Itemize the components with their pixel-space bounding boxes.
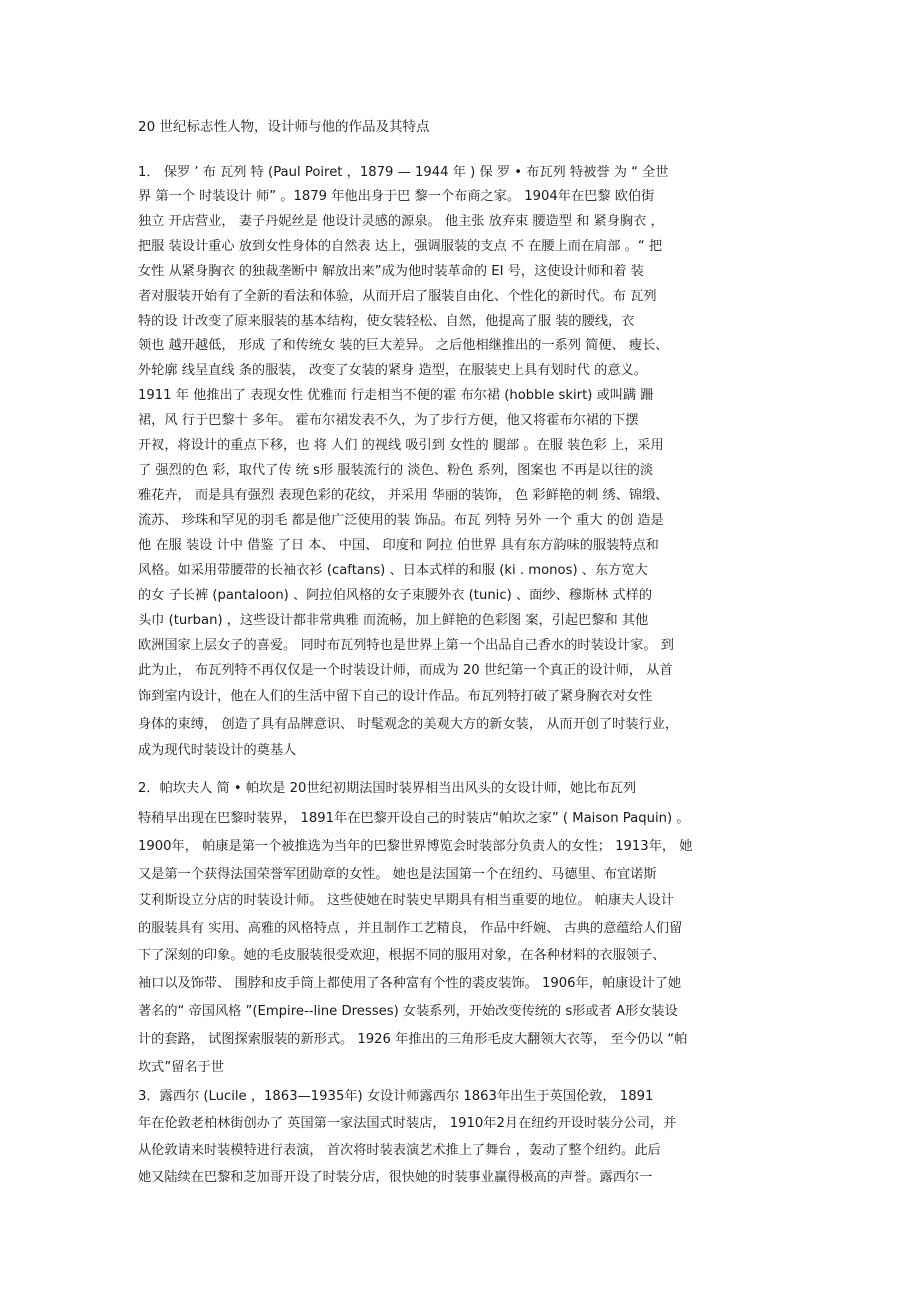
text-line: 独立 开店营业， 妻子丹妮丝是 他设计灵感的源泉。 他主张 放弃束 腰造型 和 紧身胸衣 ， [138,214,664,229]
text-line: 裙，风 行于巴黎十 多年。 霍布尔裙发表不久，为了步行方便，他又将霍布尔裙的下摆 [138,413,639,428]
text-line: 的女 子长裤 (pantaloon) 、阿拉伯风格的女子束腰外衣 (tunic) 、面纱、穆斯林 式样的 [138,588,653,603]
text-line: 此为止， 布瓦列特不再仅仅是一个时装设计师，而成为 20 世纪第一个真正的设计师， 从首 [138,663,673,678]
text-line: 成为现代时装设计的奠基人 [138,743,297,758]
text-line: 从伦敦请来时装模特进行表演， 首次将时装表演艺术推上了舞台 ，轰动了整个纽约。此后 [138,1143,661,1158]
text-line: 2．帕坎夫人 简 • 帕坎是 20世纪初期法国时装界相当出风头的女设计师，她比布瓦列 [138,781,637,796]
text-line: 特的设 计改变了原来服装的基本结构，使女装轻松、自然，他提高了服 装的腰线，衣 [138,314,635,329]
text-line: 1． 保罗 ’ 布 瓦列 特 (Paul Poiret ，1879 — 1944 年 ) 保 罗 • 布瓦列 特被誉 为 “ 全世 [138,165,669,180]
text-line: 风格。如采用带腰带的长袖衣衫 (caftans) 、日本式样的和服 (ki . monos) 、东方宽大 [138,563,648,578]
text-line: 袖口以及饰带、 围脖和皮手筒上都使用了各种富有个性的裘皮装饰。 1906年，帕康设计了她 [138,976,682,991]
document-title: 20 世纪标志性人物，设计师与他的作品及其特点 [138,119,430,135]
text-line: 坎式”留名于世 [138,1060,224,1075]
text-line: 领也 越开越低， 形成 了和传统女 装的巨大差异。 之后他相继推出的一系列 简便、 瘦长、 [138,338,669,353]
text-line: 年在伦敦老柏林街创办了 英国第一家法国式时装店， 1910年2月在纽约开设时装分公司，并 [138,1116,677,1131]
text-line: 1911 年 他推出了 表现女性 优雅而 行走相当不便的霍 布尔裙 (hobble skirt) 或叫蹒 跚 [138,388,654,403]
text-line: 他 在服 装设 计中 借鉴 了日 本、 中国、 印度和 阿拉 伯世界 具有东方韵味的服装特点和 [138,538,659,553]
text-line: 计的套路， 试图探索服装的新形式。 1926 年推出的三角形毛皮大翻领大衣等， 至今仍以 “帕 [138,1032,688,1047]
text-line: 外轮廓 线呈直线 条的服装， 改变了女装的紧身 造型，在服装史上具有划时代 的意义。 [138,363,647,378]
text-line: 流苏、 珍珠和罕见的羽毛 都是他广泛使用的装 饰品。布瓦 列特 另外 一个 重大 的创 造是 [138,513,664,528]
text-line: 特稍早出现在巴黎时装界， 1891年在巴黎开设自己的时装店“帕坎之家” ( Maison Paquin) 。 [138,811,690,826]
text-line: 她又陆续在巴黎和芝加哥开设了时装分店，很快她的时装事业赢得极高的声誉。露西尔一 [138,1170,653,1185]
text-line: 艾利斯设立分店的时装设计师。 这些使她在时装史早期具有相当重要的地位。 帕康夫人设计 [138,893,674,908]
text-line: 头巾 (turban) ，这些设计都非常典雅 而流畅，加上鲜艳的色彩图 案，引起巴黎和 其他 [138,613,649,628]
text-line: 著名的“ 帝国风格 ”(Empire--line Dresses) 女装系列，开始改变传统的 s形或者 A形女装设 [138,1004,678,1019]
text-line: 界 第一个 时装设计 师” 。1879 年他出身于巴 黎一个布商之家。 1904年在巴黎 欧伯街 [138,189,655,204]
text-line: 开衩，将设计的重点下移，也 将 人们 的视线 吸引到 女性的 腿部 。在服 装色彩 上，采用 [138,438,664,453]
text-line: 饰到室内设计，他在人们的生活中留下自己的设计作品。布瓦列特打破了紧身胸衣对女性 [138,689,653,704]
text-line: 的服装具有 实用、高雅的风格特点 ，并且制作工艺精良， 作品中纤婉、 古典的意蕴给人们留 [138,921,683,936]
text-line: 欧洲国家上层女子的喜爱。 同时布瓦列特也是世界上第一个出品自己香水的时装设计家。 到 [138,638,674,653]
text-line: 3．露西尔 (Lucile ，1863—1935年) 女设计师露西尔 1863年出生于英国伦敦， 1891 [138,1089,654,1104]
text-line: 1900年， 帕康是第一个被推选为当年的巴黎世界博览会时装部分负责人的女性； 1913年， 她 [138,839,693,854]
text-line: 雅花卉， 而是具有强烈 表现色彩的花纹， 并采用 华丽的装饰， 色 彩鲜艳的刺 绣、锦缎、 [138,488,669,503]
text-line: 了 强烈的色 彩，取代了传 统 s形 服装流行的 淡色、粉色 系列，图案也 不再是以往的淡 [138,463,654,478]
text-line: 身体的束缚， 创造了具有品牌意识、 时髦观念的美观大方的新女装， 从而开创了时装行业， [138,717,679,732]
text-line: 把服 装设计重心 放到女性身体的自然表 达上，强调服装的支点 不 在腰上而在肩部 。“ 把 [138,239,663,254]
text-line: 女性 从紧身胸衣 的独裁垄断中 解放出来”成为他时装革命的 EI 号，这使设计师和着 装 [138,264,644,279]
text-line: 又是第一个获得法国荣誉军团勋章的女性。 她也是法国第一个在纽约、马德里、布宜诺斯 [138,867,657,882]
text-line: 下了深刻的印象。她的毛皮服装很受欢迎，根据不同的服用对象，在各种材料的衣服领子、 [138,948,666,963]
text-line: 者对服装开始有了全新的看法和体验，从而开启了服装自由化、个性化的新时代。布 瓦列 [138,289,657,304]
